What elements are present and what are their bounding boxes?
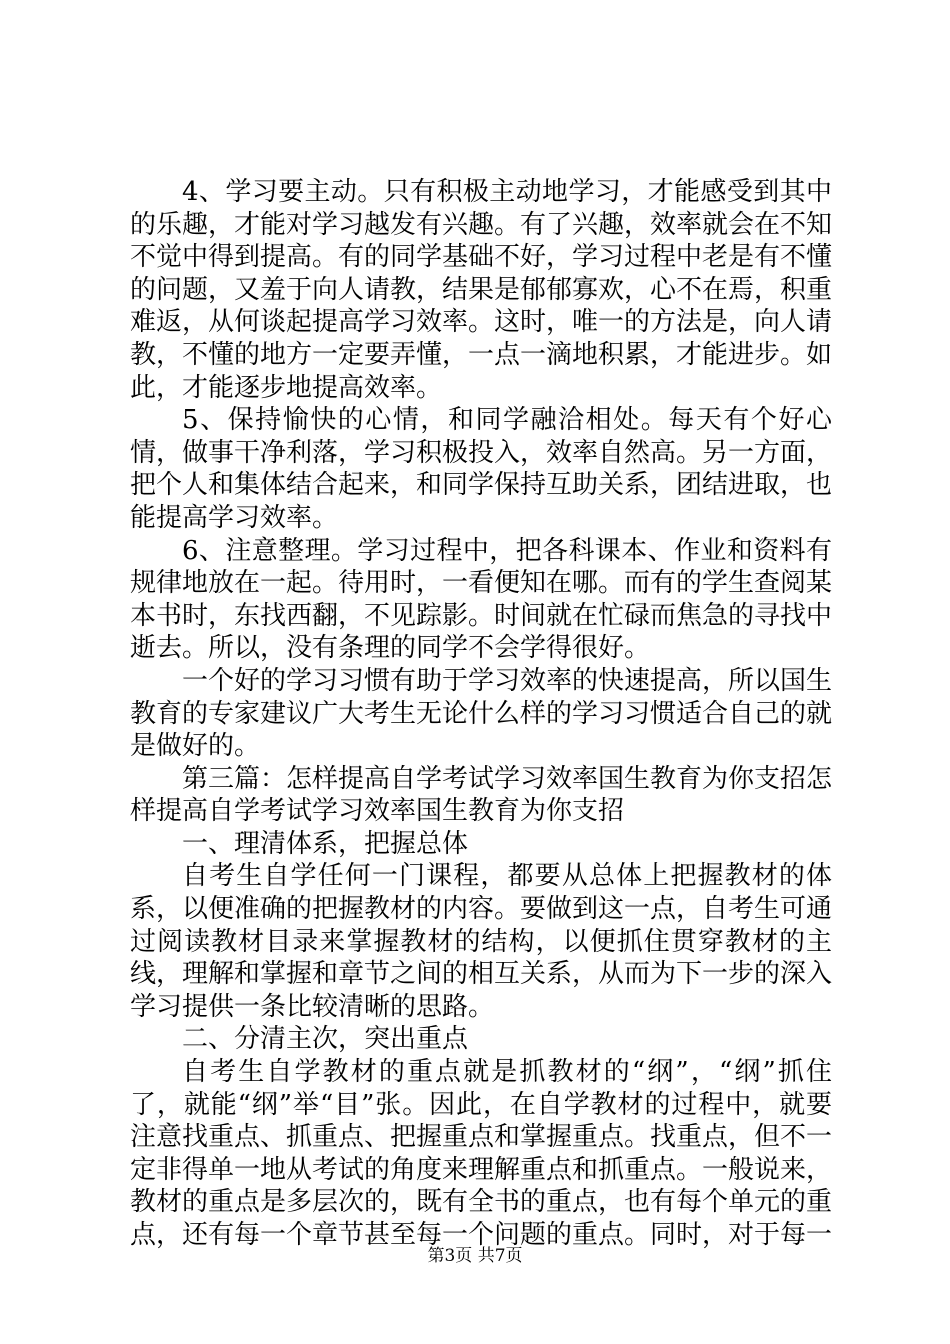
paragraph-summary: 一个好的学习习惯有助于学习效率的快速提高，所以国生教育的专家建议广大考生无论什么样的学习习惯适合自己的就是做好的。: [130, 665, 833, 762]
paragraph-item-6: 6、注意整理。学习过程中，把各科课本、作业和资料有规律地放在一起。待用时，一看便知在哪。而有的学生查阅某本书时，东找西翻，不见踪影。时间就在忙碌而焦急的寻找中逝去。所以，没有条理的同学不会学得很好。: [130, 535, 833, 664]
document-body: [130, 176, 832, 1252]
section-heading-2: 二、分清主次，突出重点: [182, 1024, 469, 1055]
chapter-heading: 第三篇：怎样提高自学考试学习效率国生教育为你支招怎样提高自学考试学习效率国生教育为你支招: [130, 763, 833, 827]
page-number-footer: 第3页 共7页: [427, 1246, 523, 1266]
paragraph-item-4: 4、学习要主动。只有积极主动地学习，才能感受到其中的乐趣，才能对学习越发有兴趣。有了兴趣，效率就会在不知不觉中得到提高。有的同学基础不好，学习过程中老是有不懂的问题，又羞于向人请教，结果是郁郁寡欢，心不在焉，积重难返，从何谈起提高学习效率。这时，唯一的方法是，向人请教，不懂的地方一定要弄懂，一点一滴地积累，才能进步。如此，才能逐步地提高效率。: [130, 177, 833, 403]
paragraph-section-2: 自考生自学教材的重点就是抓教材的“纲”，“纲”抓住了，就能“纲”举“目”张。因此，在自学教材的过程中，就要注意找重点、抓重点、把握重点和掌握重点。找重点，但不一定非得单一地从考试的角度来理解重点和抓重点。一般说来，教材的重点是多层次的，既有全书的重点，也有每个单元的重点，还有每一个章节甚至每一个问题的重点。同时，对于每一: [130, 1057, 833, 1250]
section-heading-1: 一、理清体系，把握总体: [182, 828, 469, 859]
paragraph-section-1: 自考生自学任何一门课程，都要从总体上把握教材的体系，以便准确的把握教材的内容。要做到这一点，自考生可通过阅读教材目录来掌握教材的结构，以便抓住贯穿教材的主线，理解和掌握和章节之间的相互关系，从而为下一步的深入学习提供一条比较清晰的思路。: [130, 861, 833, 1022]
paragraph-item-5: 5、保持愉快的心情，和同学融洽相处。每天有个好心情，做事干净利落，学习积极投入，效率自然高。另一方面，把个人和集体结合起来，和同学保持互助关系，团结进取，也能提高学习效率。: [130, 405, 833, 533]
